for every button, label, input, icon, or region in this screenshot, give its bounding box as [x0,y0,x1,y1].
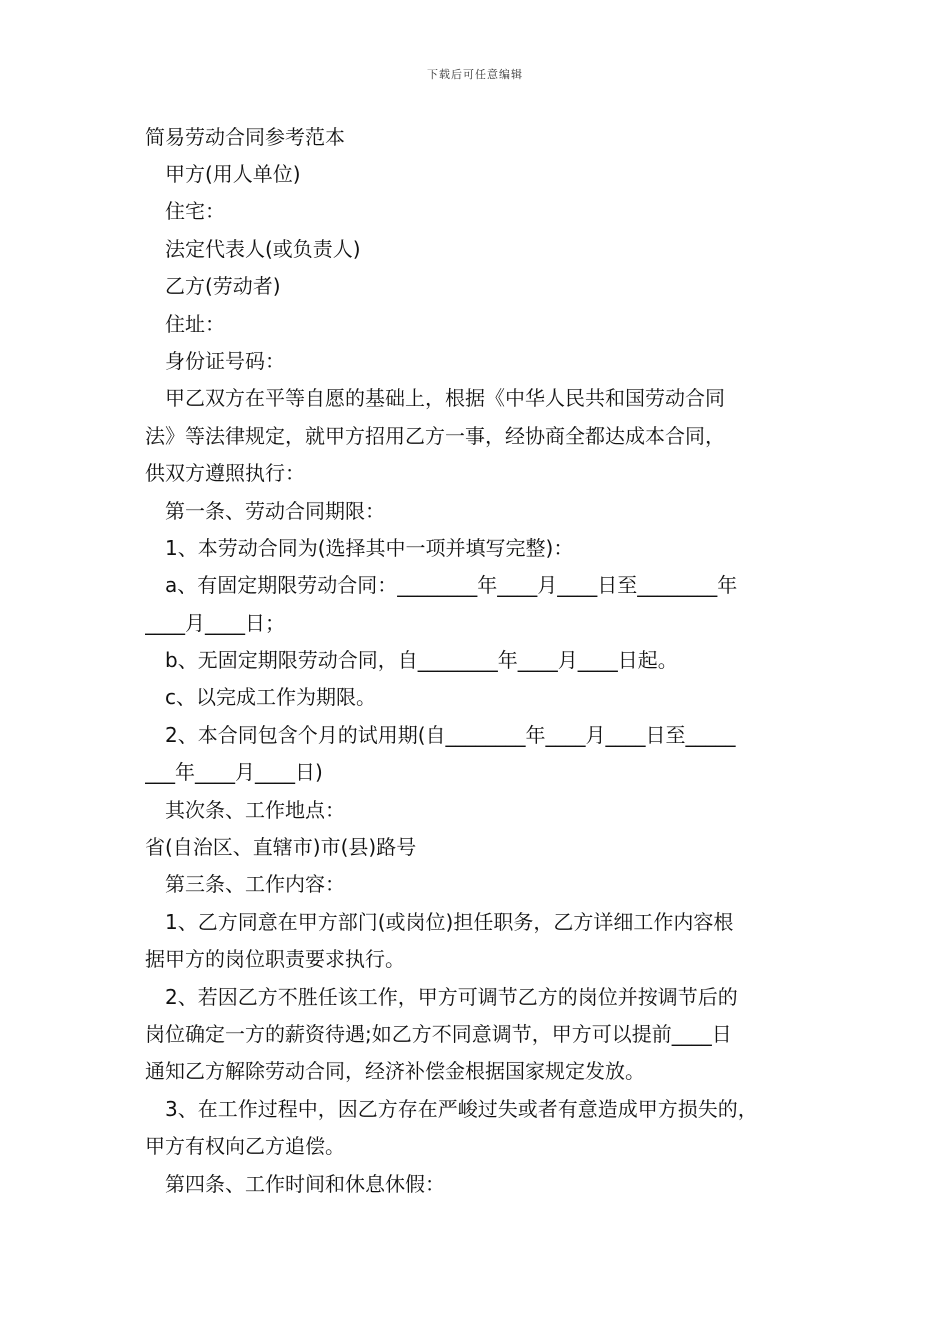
paragraph-lines [145,156,815,1203]
text-line: 2、本合同包含个月的试用期(自________年____月____日至_____ [165,722,736,747]
text-line: 甲方(用人单位) [165,162,301,186]
text-line: 岗位确定一方的薪资待遇;如乙方不同意调节，甲方可以提前____日 [145,1021,732,1046]
text-line: 供双方遵照执行： [145,461,305,486]
text-line: 其次条、工作地点： [165,797,345,822]
text-line: 1、本劳动合同为(选择其中一项并填写完整)： [165,535,574,560]
document-title: 简易劳动合同参考范本 [145,125,345,149]
text-line: 2、若因乙方不胜任该工作，甲方可调节乙方的岗位并按调节后的 [165,984,738,1009]
text-line: 通知乙方解除劳动合同，经济补偿金根据国家规定发放。 [145,1059,645,1084]
text-line: 住址： [165,311,225,336]
text-line: ___年____月____日) [145,760,323,785]
text-line: 第四条、工作时间和休息休假： [165,1171,445,1196]
text-line: 乙方(劳动者) [165,274,281,299]
text-line: 甲乙双方在平等自愿的基础上，根据《中华人民共和国劳动合同 [165,386,725,411]
text-line: 1、乙方同意在甲方部门(或岗位)担任职务，乙方详细工作内容根 [165,909,734,934]
header-note: 下载后可任意编辑 [427,68,523,81]
text-line: 省(自治区、直辖市)市(县)路号 [145,835,417,860]
text-line: a、有固定期限劳动合同：________年____月____日至________年 [165,573,738,598]
text-line: 法定代表人(或负责人) [165,236,361,261]
text-line: 住宅： [165,199,225,224]
text-line: 身份证号码： [165,348,285,373]
text-line: 甲方有权向乙方追偿。 [145,1134,345,1159]
document-body [145,120,815,1203]
text-line: 第三条、工作内容： [165,872,345,897]
text-line: 法》等法律规定，就甲方招用乙方一事，经协商全都达成本合同， [145,423,725,448]
text-line: 3、在工作过程中，因乙方存在严峻过失或者有意造成甲方损失的， [165,1096,758,1121]
text-line: b、无固定期限劳动合同，自________年____月____日起。 [165,648,678,673]
text-line: 第一条、劳动合同期限： [165,498,385,523]
text-line: 据甲方的岗位职责要求执行。 [145,947,405,972]
text-line: ____月____日； [145,610,285,635]
text-line: c、以完成工作为期限。 [165,685,376,710]
